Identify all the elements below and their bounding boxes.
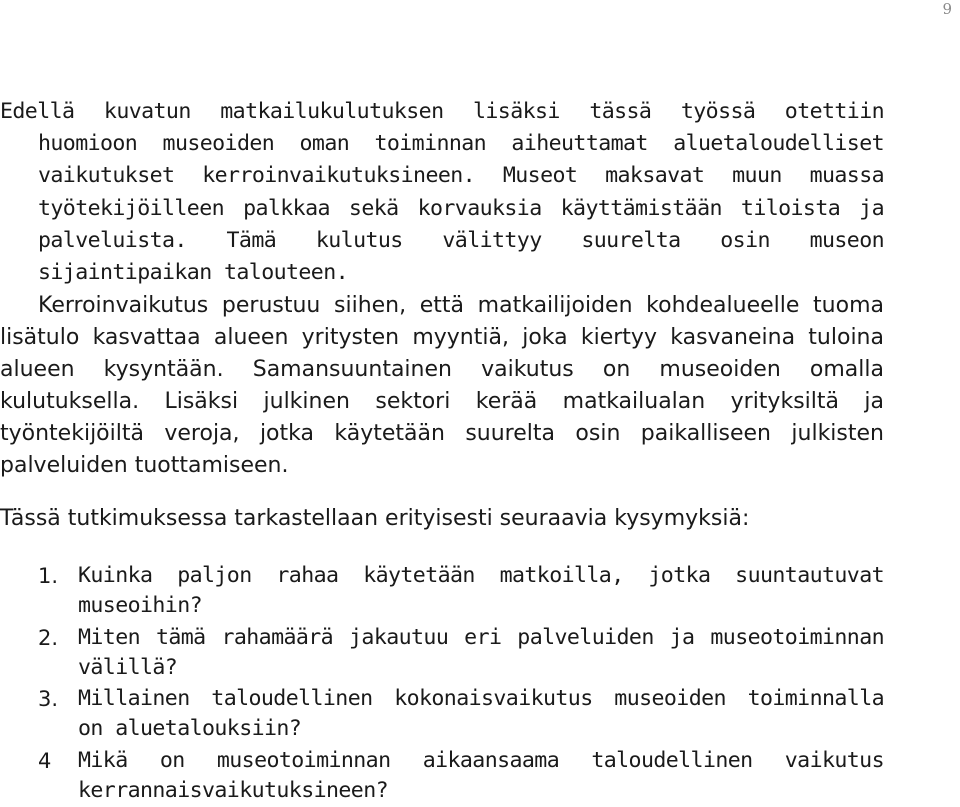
page-number: 9 [942,0,952,18]
list-item-number: 4 [38,748,52,773]
body-paragraph-3: Tässä tutkimuksessa tarkastellaan erityisesti seuraavia kysymyksiä: [0,506,750,531]
list-item-number: 3. [38,687,59,711]
question-list [0,561,884,807]
paragraph-1-text: Edellä kuvatun matkailukulutuksen lisäksi tässä työssä otettiin huomioon museoiden oman toiminnan aiheuttamat aluetaloudelliset vaikutukset kerroinvaikutuksineen. Museot maksavat muun muassa työtekijöilleen palkkaa sekä korvauksia käyttämistään tiloista ja palveluista. Tämä kulutus välittyy suurelta osin museon sijaintipaikan talouteen. [0,99,884,286]
list-item-text: Miten tämä rahamäärä jakautuu eri palveluiden ja museotoiminnan välillä? [78,624,884,680]
list-item-text: Kuinka paljon rahaa käytetään matkoilla, jotka suuntautuvat museoihin? [78,563,884,618]
list-item [0,746,884,806]
body-paragraph-1 [0,96,884,289]
list-item [0,561,884,621]
list-item-text: Millainen taloudellinen kokonaisvaikutus museoiden toiminnalla on aluetalouksiin? [78,686,884,741]
list-item [0,684,884,744]
list-item [0,623,884,683]
body-paragraph-2: Kerroinvaikutus perustuu siihen, että matkailijoiden kohdealueelle tuoma lisätulo kasvattaa alueen yritysten myyntiä, joka kiertyy kasvaneina tuloina alueen kysyntään. Samansuuntainen vaikutus on museoiden omalla kulutuksella. Lisäksi julkinen sektori kerää matkailualan yrityksiltä ja työntekijöiltä veroja, jotka käytetään suurelta osin paikalliseen julkisten palveluiden tuottamiseen. [0,293,884,479]
list-item-number: 2. [38,625,59,650]
list-item-text: Mikä on museotoiminnan aikaansaama taloudellinen vaikutus kerrannaisvaikutuksineen? [78,747,884,803]
list-item-number: 1. [38,564,59,588]
